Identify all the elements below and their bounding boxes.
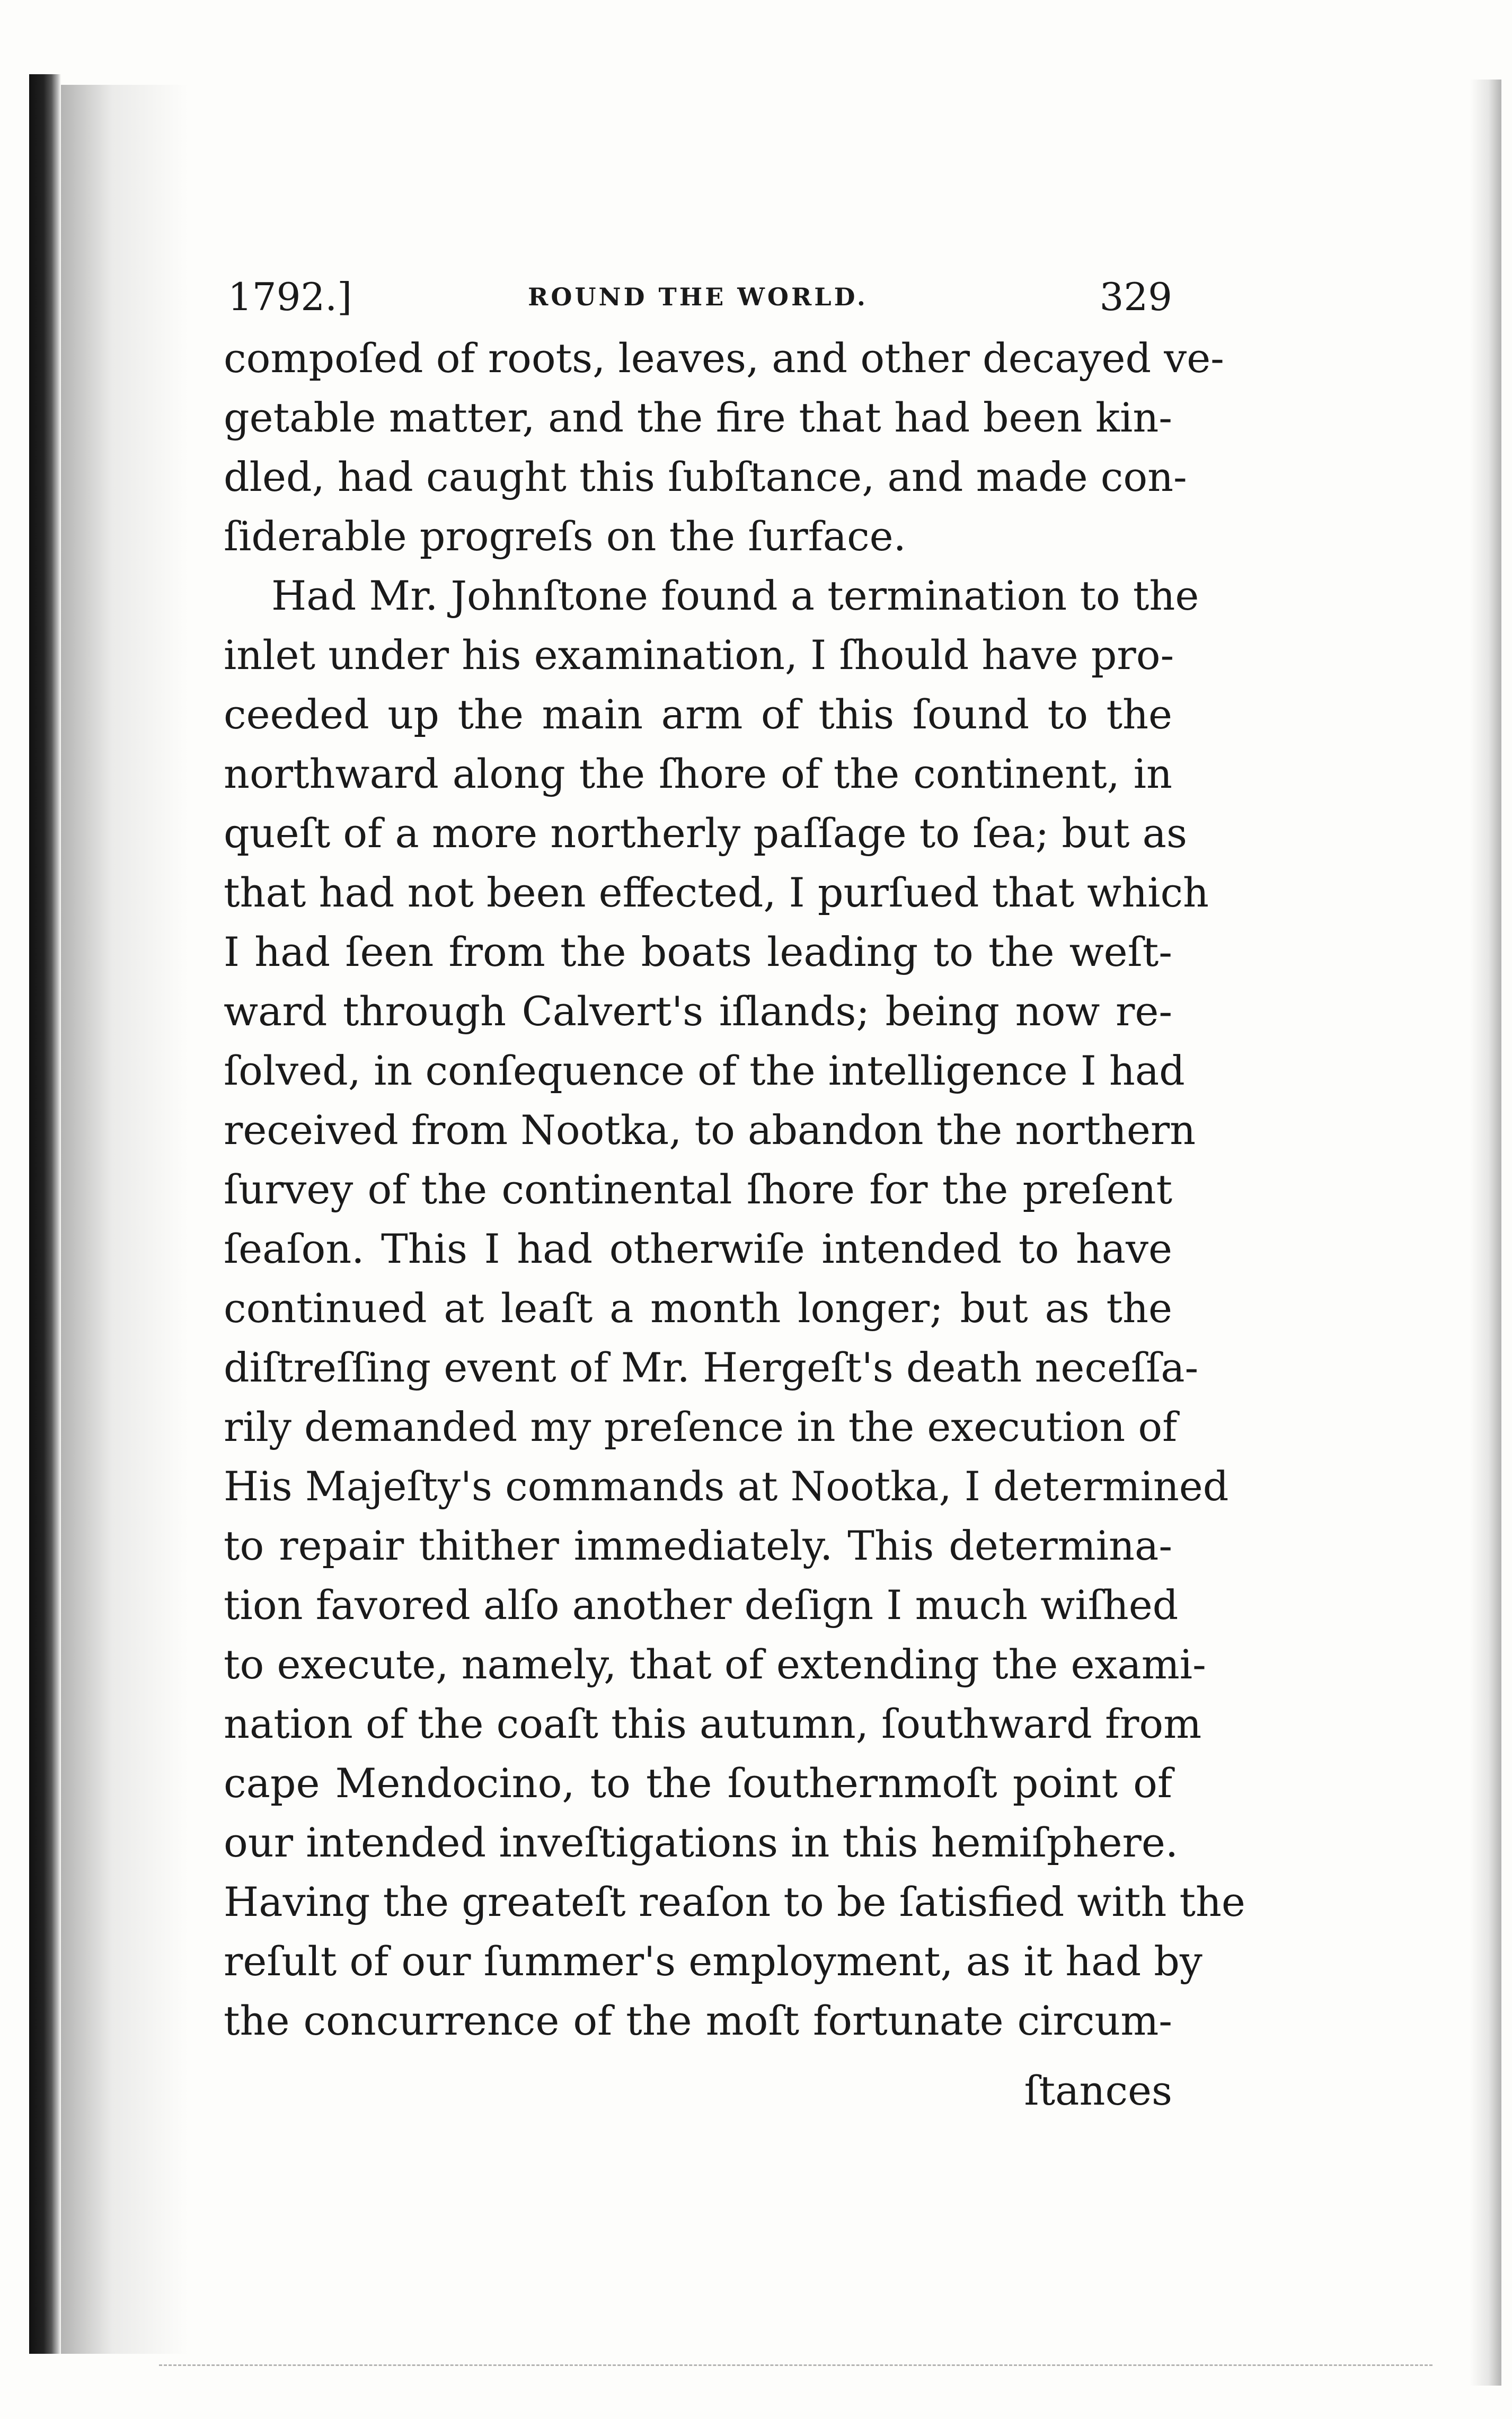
text-line: ſurvey of the continental ſhore for the preſent xyxy=(224,1166,1172,1213)
text-line: queſt of a more northerly paſſage to ſea; but as xyxy=(224,810,1187,857)
text-line: ward through Calvert's iſlands; being now re- xyxy=(224,988,1172,1035)
text-block xyxy=(224,265,1245,2121)
text-line: ſiderable progreſs on the ſurface. xyxy=(224,513,906,560)
text-line: compoſed of roots, leaves, and other decayed ve- xyxy=(224,335,1224,382)
binding-gradient xyxy=(61,85,188,2354)
text-line: received from Nootka, to abandon the northern xyxy=(224,1106,1196,1154)
text-line: getable matter, and the fire that had been kin- xyxy=(224,394,1172,441)
text-line: His Majeſty's commands at Nootka, I determined xyxy=(224,1463,1229,1510)
binding-shadow xyxy=(29,74,61,2354)
text-line: ceeded up the main arm of this ſound to the xyxy=(224,691,1172,738)
text-line: tion favored alſo another deſign I much wiſhed xyxy=(224,1581,1179,1629)
text-line: dled, had caught this ſubſtance, and made con- xyxy=(224,453,1187,500)
page-bottom-edge xyxy=(159,2364,1433,2398)
text-line: inlet under his examination, I ſhould have pro- xyxy=(224,631,1174,679)
text-line: Having the greateſt reaſon to be ſatisfied with the xyxy=(224,1878,1245,1925)
text-line: ſeaſon. This I had otherwiſe intended to have xyxy=(224,1225,1172,1272)
running-head-year: 1792.] xyxy=(228,275,352,319)
paragraph-2 xyxy=(224,566,1245,2051)
paragraph-1 xyxy=(224,329,1224,566)
text-line: northward along the ſhore of the continent, in xyxy=(224,750,1172,797)
running-head-title: ROUND THE WORLD. xyxy=(528,283,868,311)
text-line: that had not been effected, I purſued that which xyxy=(224,869,1209,916)
catchword: ſtances xyxy=(1024,2067,1172,2114)
page-right-edge xyxy=(1470,80,1501,2386)
text-line: Had Mr. Johnſtone found a termination to the xyxy=(271,572,1199,619)
text-line: to repair thither immediately. This determina- xyxy=(224,1522,1172,1569)
text-line: nation of the coaſt this autumn, ſouthward from xyxy=(224,1700,1202,1747)
text-line: the concurrence of the moſt fortunate circum- xyxy=(224,1997,1172,2044)
text-line: diſtreſſing event of Mr. Hergeſt's death neceſſa- xyxy=(224,1344,1199,1391)
text-line: reſult of our ſummer's employment, as it had by xyxy=(224,1938,1202,1985)
text-line: continued at leaſt a month longer; but as the xyxy=(224,1285,1172,1332)
text-line: I had ſeen from the boats leading to the weſt- xyxy=(224,928,1172,975)
text-line: to execute, namely, that of extending the exami- xyxy=(224,1641,1206,1688)
text-line: our intended inveſtigations in this hemiſphere. xyxy=(224,1819,1178,1866)
text-line: cape Mendocino, to the ſouthernmoſt point of xyxy=(224,1760,1172,1807)
running-head xyxy=(224,265,1172,329)
page-number: 329 xyxy=(1099,275,1172,319)
text-line: rily demanded my preſence in the execution of xyxy=(224,1403,1178,1450)
text-line: ſolved, in conſequence of the intelligence I had xyxy=(224,1047,1185,1094)
